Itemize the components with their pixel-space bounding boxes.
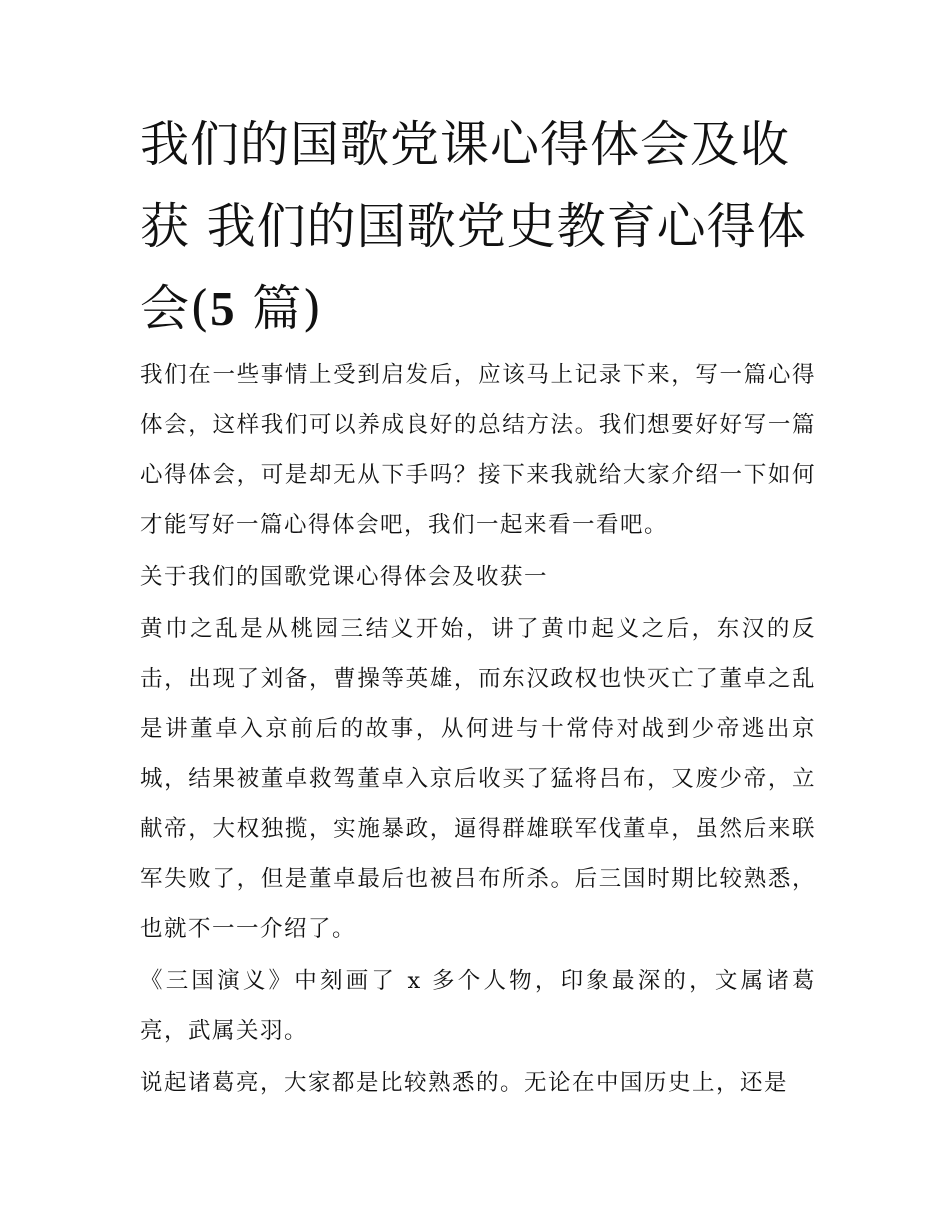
document-title bbox=[140, 104, 815, 350]
title-number: 5 bbox=[210, 281, 236, 336]
section-heading: 关于我们的国歌党课心得体会及收获一 bbox=[140, 564, 549, 590]
body-paragraph: 《三国演义》中刻画了 x 多个人物，印象最深的，文属诸葛亮，武属关羽。 bbox=[140, 968, 816, 1044]
body-paragraph: 说起诸葛亮，大家都是比较熟悉的。无论在中国历史上，还是 bbox=[140, 1070, 789, 1096]
title-text-part1: 我们的国歌党课心得体会及收获 我们的国歌党史教育心得体会( bbox=[140, 116, 807, 337]
document-body bbox=[140, 350, 816, 1110]
title-text-part2: 篇) bbox=[235, 280, 323, 337]
body-paragraph: 黄巾之乱是从桃园三结义开始，讲了黄巾起义之后，东汉的反击，出现了刘备，曹操等英雄，而东汉政权也快灭亡了董卓之乱是讲董卓入京前后的故事，从何进与十常侍对战到少帝逃出京城，结果被董卓救驾董卓入京后收买了猛将吕布，又废少帝，立献帝，大权独揽，实施暴政，逼得群雄联军伐董卓，虽然后来联军失败了，但是董卓最后也被吕布所杀。后三国时期比较熟悉，也就不一一介绍了。 bbox=[140, 616, 816, 942]
intro-paragraph: 我们在一些事情上受到启发后，应该马上记录下来，写一篇心得体会，这样我们可以养成良好的总结方法。我们想要好好写一篇心得体会，可是却无从下手吗？接下来我就给大家介绍一下如何才能写好一篇心得体会吧，我们一起来看一看吧。 bbox=[140, 362, 816, 538]
